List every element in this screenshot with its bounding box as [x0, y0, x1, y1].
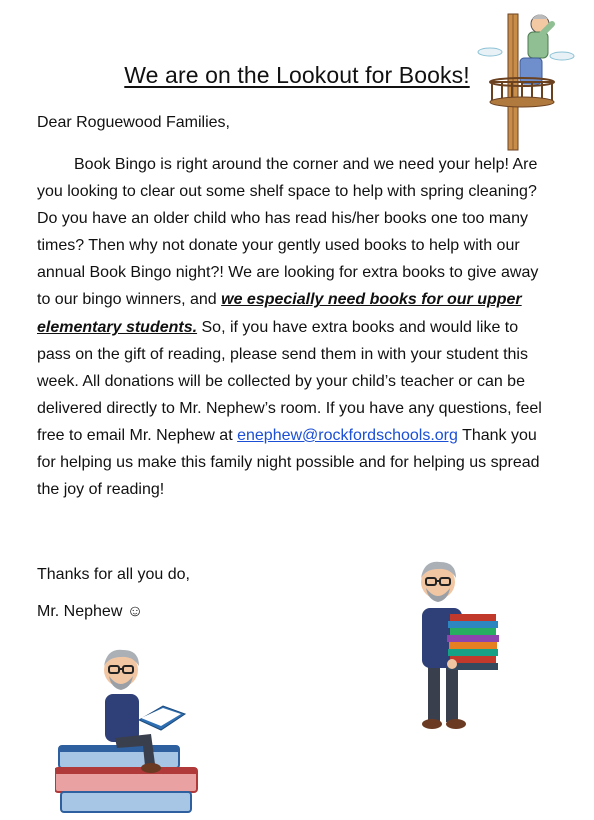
reading-on-books-icon [55, 634, 205, 814]
salutation: Dear Roguewood Families, [37, 114, 230, 131]
carrying-books-icon [400, 552, 510, 732]
page-title: We are on the Lookout for Books! [124, 62, 470, 88]
emphasis-text: we especially need books for our upper elementary students. [37, 291, 522, 336]
body-text-part-2: So, if you have extra books and would like to pass on the gift of reading, please send them in with your student this week. All donations will be collected by your child’s teacher or can be delivered directly to Mr. Nephew’s room. If you have any questions, feel free to email Mr. Nephew at [37, 318, 542, 444]
email-link[interactable]: enephew@rockfordschools.org [237, 426, 458, 444]
closing-line: Thanks for all you do, [37, 566, 190, 583]
signature-line: Mr. Nephew ☺ [37, 603, 144, 620]
body-text-part-3: Thank you for helping us make this family night possible and for helping us spread the joy of reading! [37, 426, 540, 499]
letter-body [37, 151, 555, 503]
body-text-part-1: Book Bingo is right around the corner and we need your help! Are you looking to clear out some shelf space to help with spring cleaning? Do you have an older child who has read his/her books one too many times? Then why not donate your gently used books to help with our annual Book Bingo night?! We are looking for extra books to give away to our bingo winners, and [37, 156, 539, 309]
